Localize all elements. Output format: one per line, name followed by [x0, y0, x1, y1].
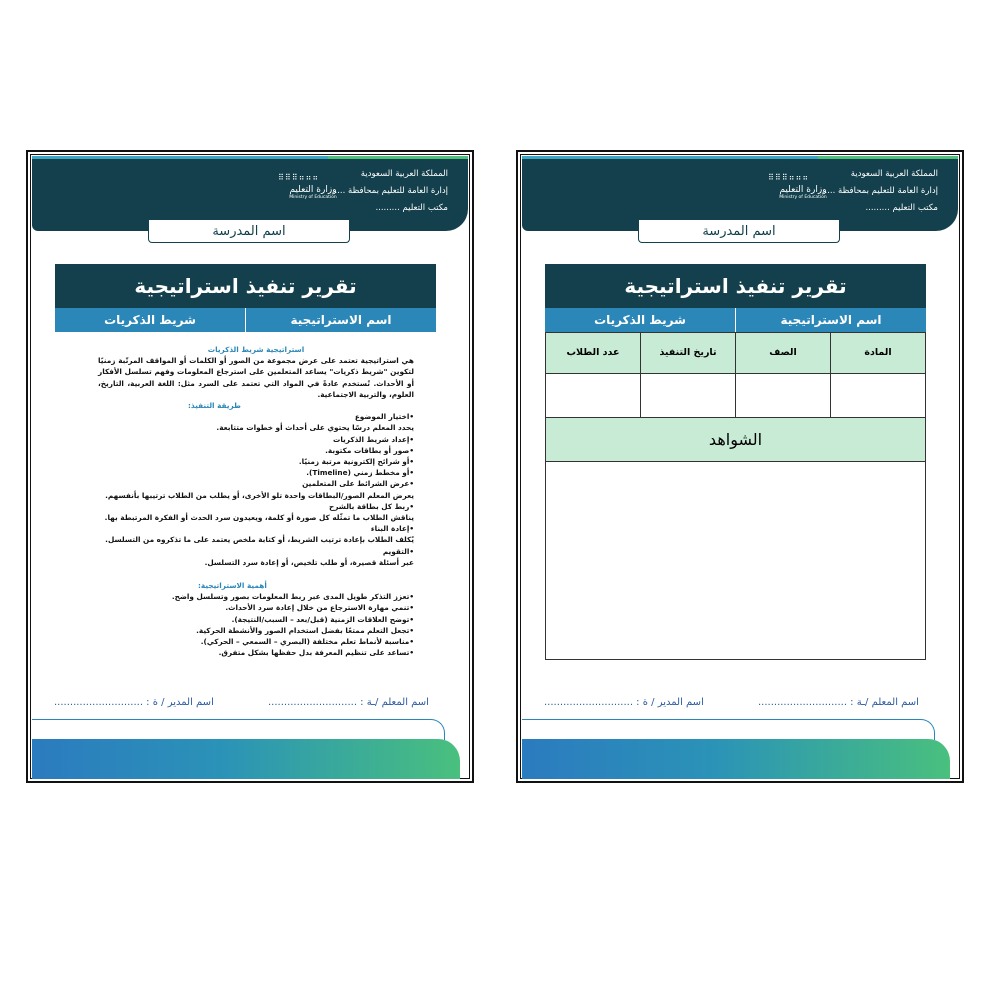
list-item: •صور أو بطاقات مكتوبة.: [325, 445, 414, 455]
office-text: مكتب التعليم .........: [375, 203, 448, 213]
logo-arabic: وزارة التعليم: [779, 185, 827, 195]
school-name-tab: [148, 220, 350, 243]
list-item: •تنمي مهارة الاسترجاع من خلال إعادة سرد الأحداث.: [225, 603, 414, 613]
column-students: عدد الطلاب: [566, 347, 620, 358]
list-item: •تجعل التعلم ممتعًا بفضل استخدام الصور والأنشطة الحركية.: [196, 625, 414, 635]
page-footer: [522, 739, 950, 779]
list-item: •تساعد على تنظيم المعرفة بدل حفظها بشكل متفرق.: [218, 648, 414, 658]
strategy-value: شريط الذكريات: [594, 313, 686, 327]
table-row: [545, 374, 926, 418]
list-item: يناقش الطلاب ما تمثّله كل صورة أو كلمة، ويعيدون سرد الحدث أو الفكرة المرتبطة بها.: [104, 513, 414, 523]
page-implementation-report: [516, 150, 964, 783]
list-item: •عرض الشرائط على المتعلمين: [302, 479, 414, 489]
logo-english: Ministry of Education: [779, 195, 827, 200]
strategy-row: [55, 308, 436, 332]
ministry-logo: [278, 174, 348, 212]
teacher-signature: اسم المعلم /ـة : ............................: [758, 697, 919, 708]
strategy-label: اسم الاستراتيجية: [780, 313, 882, 327]
school-name: اسم المدرسة: [212, 224, 286, 239]
evidence-label: الشواهد: [545, 418, 926, 462]
report-table: [545, 264, 926, 660]
table-header-row: [545, 332, 926, 374]
strategy-heading: استراتيجية شريط الذكريات: [207, 345, 305, 354]
list-item: •اختيار الموضوع: [354, 412, 414, 422]
kingdom-text: المملكة العربية السعودية: [360, 169, 448, 179]
ministry-logo: [768, 174, 838, 212]
footer-line: [522, 719, 935, 740]
list-item: •تعزز التذكر طويل المدى عبر ربط المعلومات بصور وتسلسل واضح.: [171, 592, 414, 602]
cell-students[interactable]: [546, 374, 640, 417]
office-text: مكتب التعليم .........: [865, 203, 938, 213]
list-item: •إعداد شريط الذكريات: [332, 434, 414, 444]
header-accent-stripe-green: [818, 156, 958, 159]
evidence-box[interactable]: [545, 462, 926, 660]
list-item: يعرض المعلم الصور/البطاقات واحدة تلو الأخرى، أو يطلب من الطلاب ترتيبها بأنفسهم.: [105, 490, 414, 500]
list-item: يُكلف الطلاب بإعادة ترتيب الشريط، أو كتابة ملخص يعتمد على ما تذكروه من التسلسل.: [105, 535, 414, 545]
list-item: •أو شرائح إلكترونية مرتبة زمنيًا.: [298, 457, 414, 467]
header-accent-stripe-green: [328, 156, 468, 159]
school-name: اسم المدرسة: [702, 224, 776, 239]
strategy-label: اسم الاستراتيجية: [290, 313, 392, 327]
teacher-signature: اسم المعلم /ـة : ............................: [268, 697, 429, 708]
page-footer: [32, 739, 460, 779]
strategy-content: [98, 344, 414, 658]
list-item: •توضح العلاقات الزمنية (قبل/بعد – السبب/النتيجة).: [231, 614, 414, 624]
list-item: يحدد المعلم درسًا يحتوي على أحداث أو خطوات متتابعة.: [216, 423, 414, 433]
method-heading: طريقة التنفيذ:: [188, 401, 241, 411]
strategy-paragraph: هي استراتيجية تعتمد على عرض مجموعة من الصور أو الكلمات أو المواقف المرتّبة زمنيًا لتكوين "شريط ذكريات" يساعد المتعلمين على استرجاع المعلومات وفهم تسلسل الأفكار أو الأحداث. تُستخدم عادةً في المواد التي تعتمد على السرد مثل: اللغة العربية، التاريخ، العلوم، والتربية الاجتماعية.: [98, 356, 414, 399]
logo-english: Ministry of Education: [289, 195, 337, 200]
cell-grade[interactable]: [735, 374, 830, 417]
column-subject: المادة: [830, 333, 925, 373]
directorate-text: إدارة العامة للتعليم بمحافظة ......: [819, 186, 938, 196]
cell-subject[interactable]: [830, 374, 925, 417]
principal-signature: اسم المدير / ة : ............................: [544, 697, 704, 708]
column-date: تاريخ التنفيذ: [640, 333, 735, 373]
list-item: •مناسبة لأنماط تعلم مختلفة (البصري – السمعي – الحركي).: [200, 637, 414, 647]
divider: [735, 308, 736, 332]
strategy-row: [545, 308, 926, 332]
directorate-text: إدارة العامة للتعليم بمحافظة ......: [329, 186, 448, 196]
page-strategy-description: [26, 150, 474, 783]
kingdom-text: المملكة العربية السعودية: [850, 169, 938, 179]
footer-line: [32, 719, 445, 740]
report-title: تقرير تنفيذ استراتيجية: [545, 264, 926, 308]
strategy-value: شريط الذكريات: [104, 313, 196, 327]
logo-mark-icon: ⠿⠿⠿⠶⠶⠶: [278, 173, 320, 182]
importance-heading: أهمية الاستراتيجية:: [198, 581, 267, 591]
list-item: عبر أسئلة قصيرة، أو طلب تلخيص، أو إعادة سرد التسلسل.: [204, 557, 414, 567]
logo-mark-icon: ⠿⠿⠿⠶⠶⠶: [768, 173, 810, 182]
column-grade: الصف: [735, 333, 830, 373]
list-item: •ربط كل بطاقة بالشرح: [328, 501, 414, 511]
list-item: •إعادة البناء: [370, 524, 414, 534]
list-item: •أو مخطط زمني (Timeline).: [306, 468, 414, 478]
report-title: تقرير تنفيذ استراتيجية: [55, 264, 436, 308]
divider: [245, 308, 246, 332]
school-name-tab: [638, 220, 840, 243]
list-item: •التقويم: [382, 546, 414, 556]
principal-signature: اسم المدير / ة : ............................: [54, 697, 214, 708]
cell-date[interactable]: [640, 374, 735, 417]
logo-arabic: وزارة التعليم: [289, 185, 337, 195]
